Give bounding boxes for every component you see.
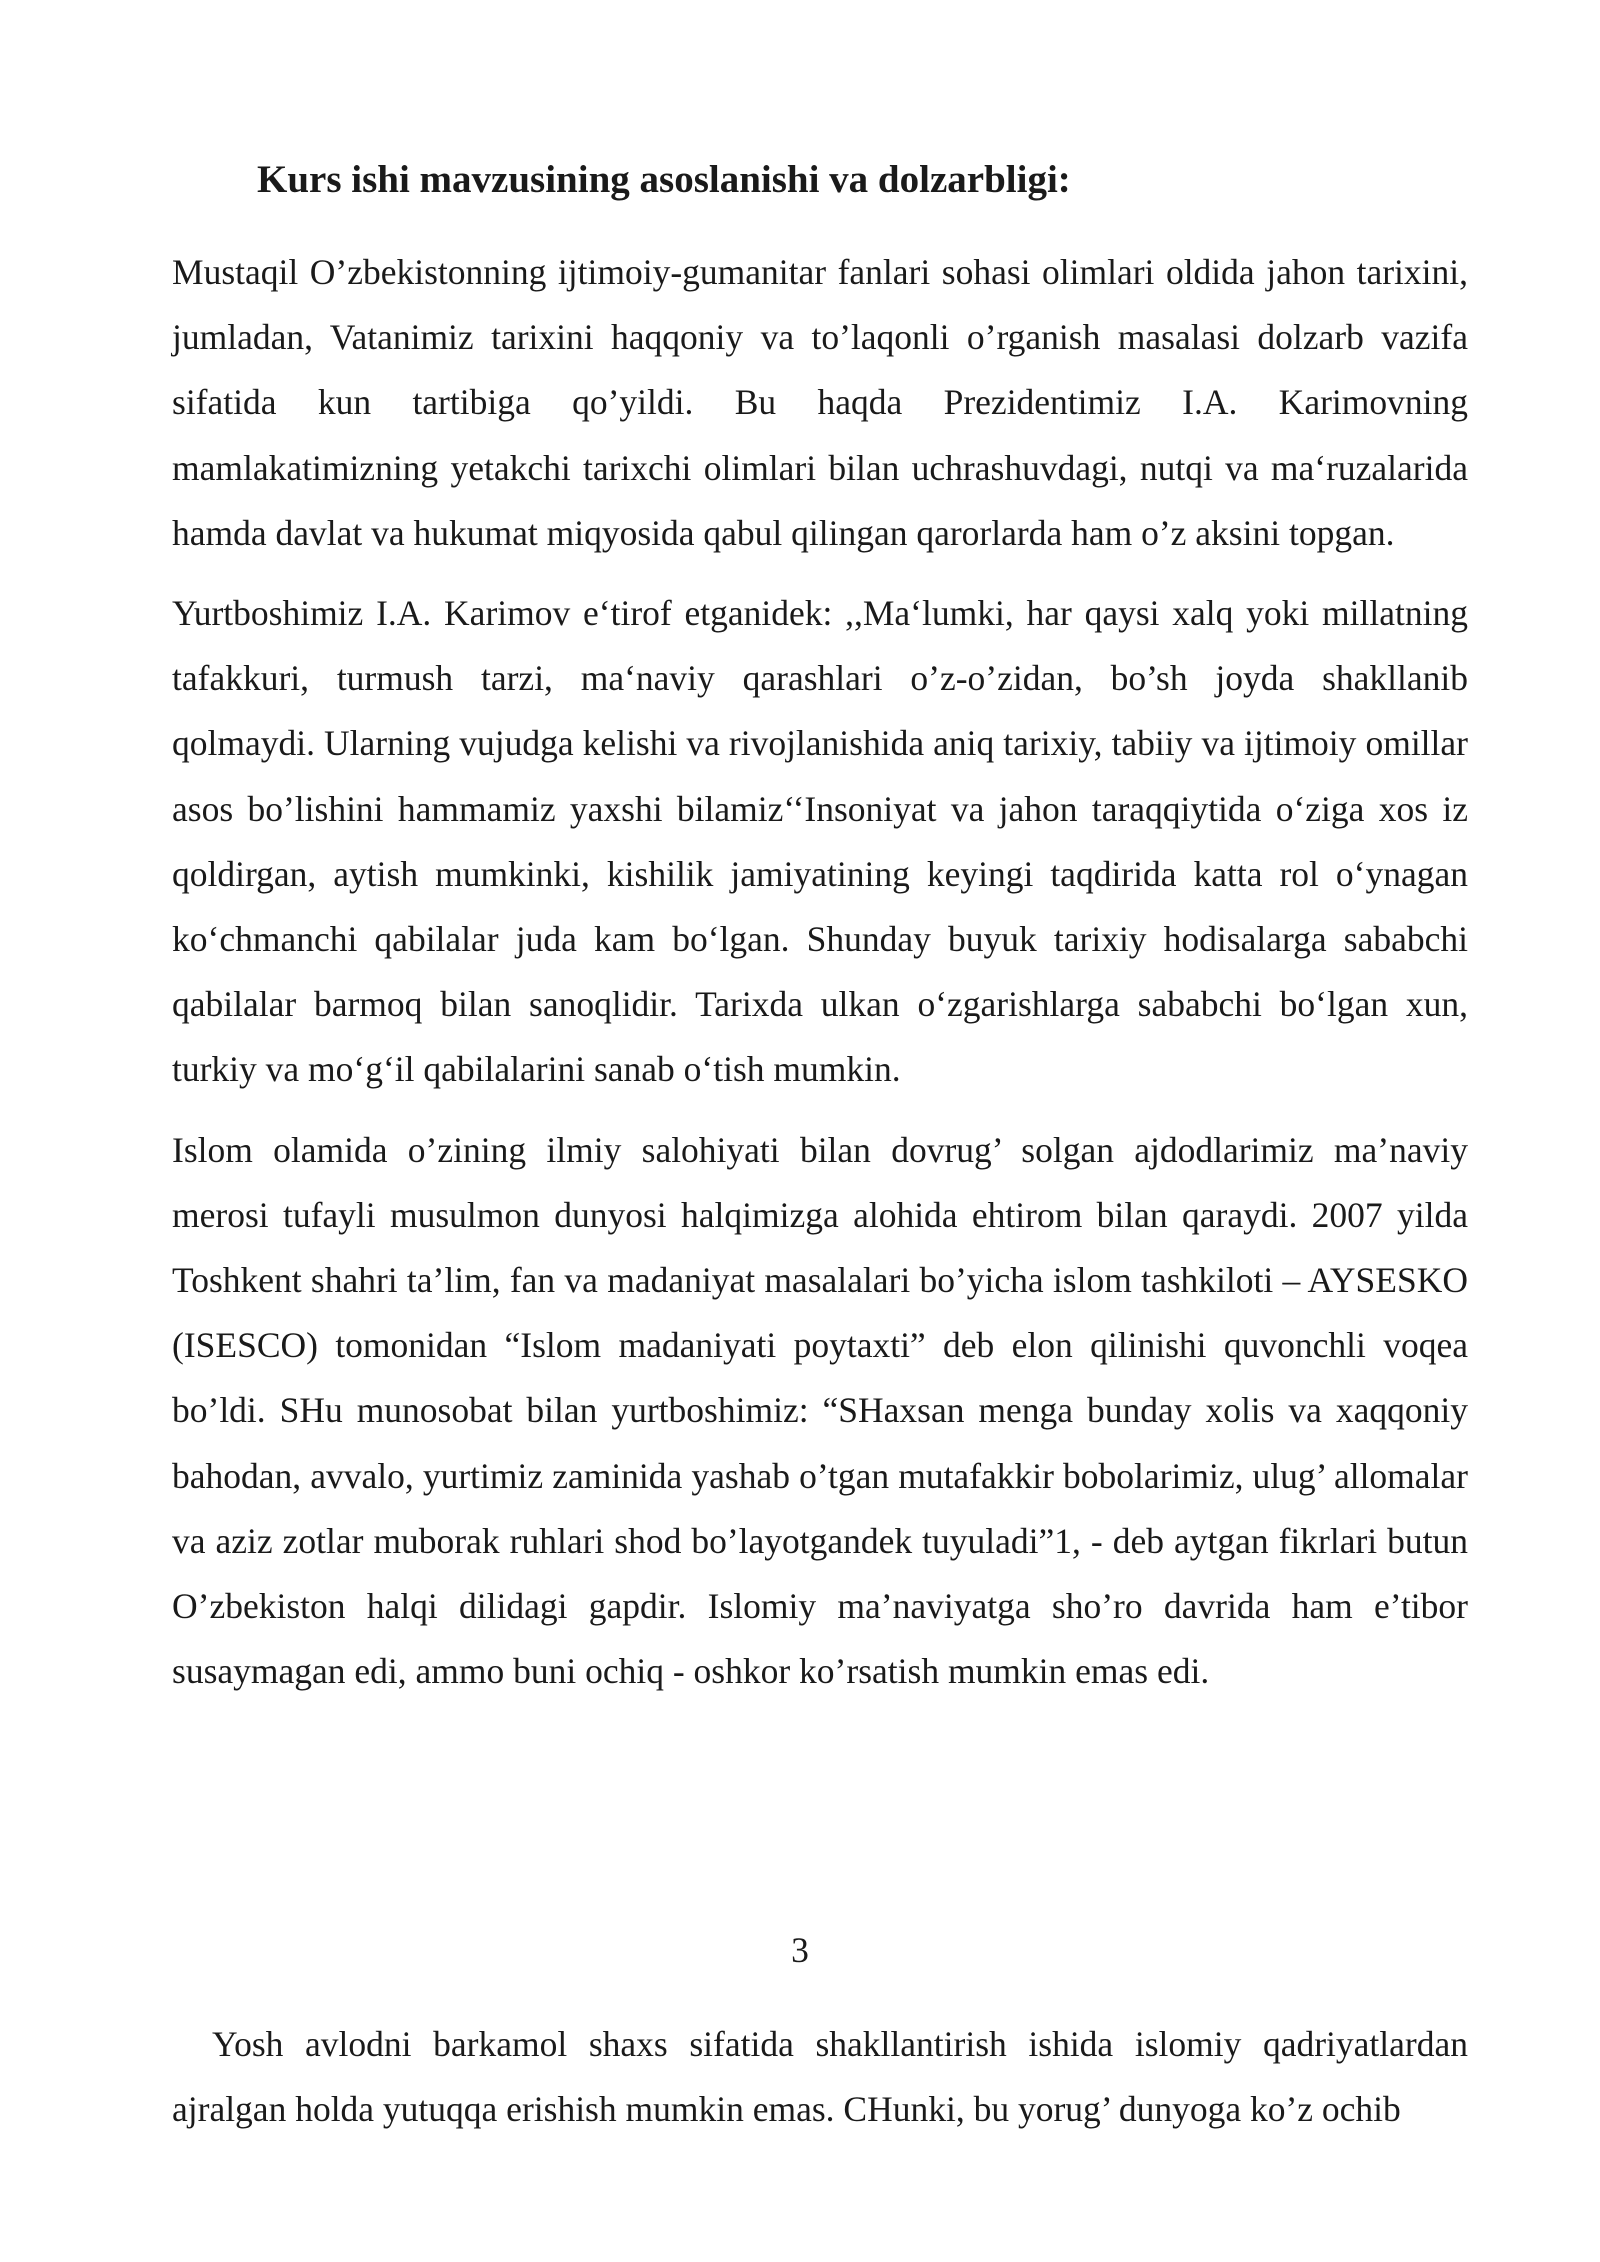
next-page-fragment — [172, 2012, 1468, 2157]
next-page-paragraph: Yosh avlodni barkamol shaxs sifatida shakllantirish ishida islomiy qadriyatlardan ajralgan holda yutuqqa erishish mumkin emas. CHunki, bu yorug’ dunyoga ko’z ochib — [172, 2024, 1468, 2130]
section-heading: Kurs ishi mavzusining asoslanishi va dolzarbligi: — [257, 158, 1071, 201]
paragraph-1: Mustaqil O’zbekistonning ijtimoiy-gumanitar fanlari sohasi olimlari oldida jahon tarixini, jumladan, Vatanimiz tarixini haqqoniy va to’laqonli o’rganish masalasi dolzarb vazifa sifatida kun tartibiga qo’yildi. Bu haqda Prezidentimiz I.A. Karimovning mamlakatimizning yetakchi tarixchi olimlari bilan uchrashuvdagi, nutqi va ma‘ruzalarida hamda davlat va hukumat miqyosida qabul qilingan qarorlarda ham o’z aksini topgan. — [172, 252, 1468, 553]
page-number: 3 — [791, 1930, 809, 1970]
paragraph-2: Yurtboshimiz I.A. Karimov e‘tirof etganidek: ,,Ma‘lumki, har qaysi xalq yoki millatning tafakkuri, turmush tarzi, ma‘naviy qarashlari o’z-o’zidan, bo’sh joyda shakllanib qolmaydi. Ularning vujudga kelishi va rivojlanishida aniq tarixiy, tabiiy va ijtimoiy omillar asos bo’lishini hammamiz yaxshi bilamiz‘‘Insoniyat va jahon taraqqiytida o‘ziga xos iz qoldirgan, aytish mumkinki, kishilik jamiyatining keyingi taqdirida katta rol o‘ynagan ko‘chmanchi qabilalar juda kam bo‘lgan. Shunday buyuk tarixiy hodisalarga sababchi qabilalar barmoq bilan sanoqlidir. Tarixda ulkan o‘zgarishlarga sababchi bo‘lgan xun, turkiy va mo‘g‘il qabilalarini sanab o‘tish mumkin. — [172, 593, 1468, 1090]
paragraph-3: Islom olamida o’zining ilmiy salohiyati bilan dovrug’ solgan ajdodlarimiz ma’naviy merosi tufayli musulmon dunyosi halqimizga alohida ehtirom bilan qaraydi. 2007 yilda Toshkent shahri ta’lim, fan va madaniyat masalalari bo’yicha islom tashkiloti – AYSESKO (ISESCO) tomonidan “Islom madaniyati poytaxti” deb elon qilinishi quvonchli voqea bo’ldi. SHu munosobat bilan yurtboshimiz: “SHaxsan menga bunday xolis va xaqqoniy bahodan, avvalo, yurtimiz zaminida yashab o’tgan mutafakkir bobolarimiz, ulug’ allomalar va aziz zotlar muborak ruhlari shod bo’layotgandek tuyuladi”1, - deb aytgan fikrlari butun O’zbekiston halqi dilidagi gapdir. Islomiy ma’naviyatga sho’ro davrida ham e’tibor susaymagan edi, ammo buni ochiq - oshkor ko’rsatish mumkin emas edi. — [172, 1129, 1468, 1692]
document-page — [172, 150, 1468, 1719]
